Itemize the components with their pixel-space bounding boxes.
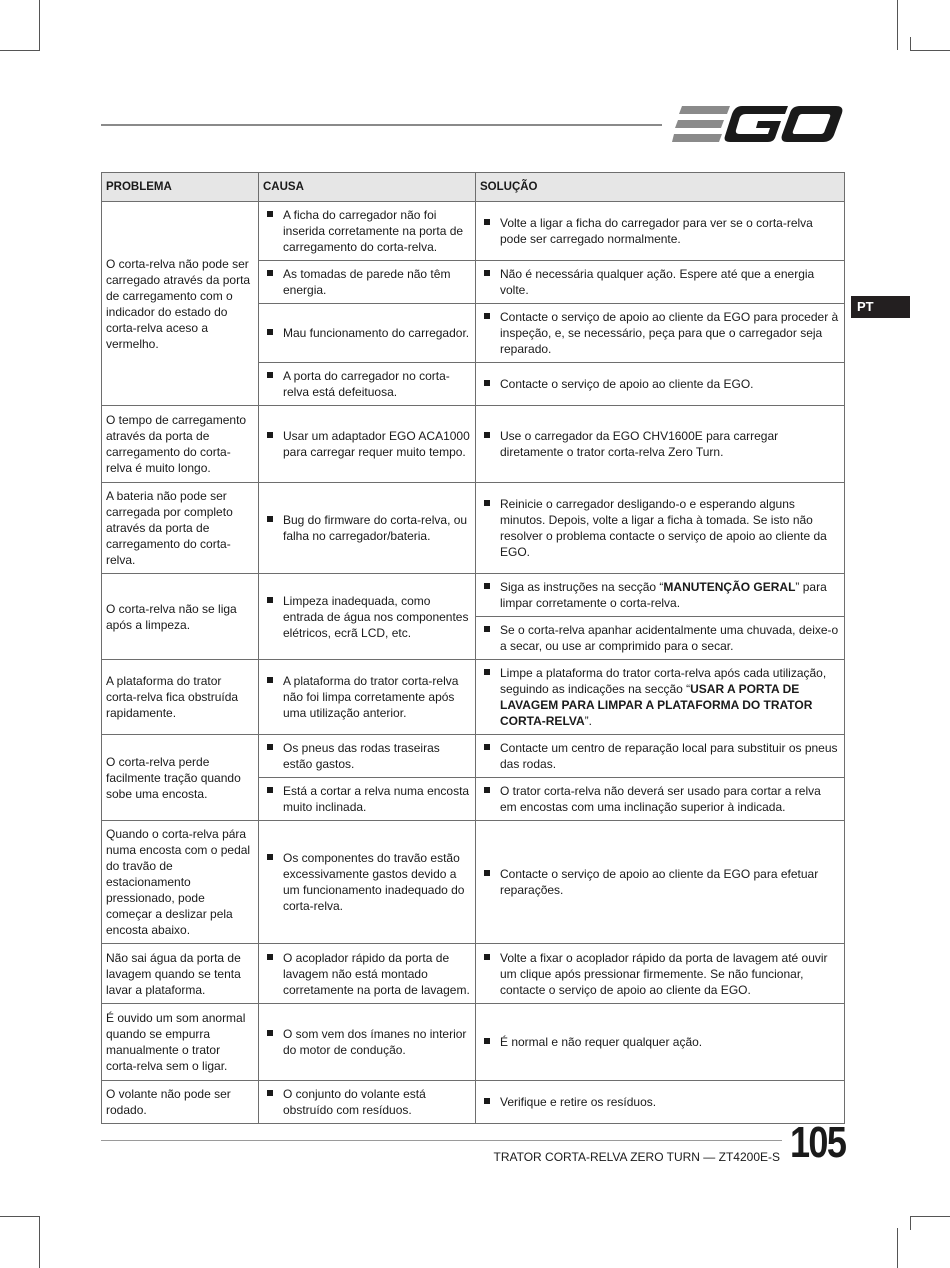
problem-cell: A bateria não pode ser carregada por completo através da porta de carregamento do corta-relva. bbox=[102, 483, 259, 574]
solution-cell: Não é necessária qualquer ação. Espere até que a energia volte. bbox=[476, 261, 845, 304]
table-row bbox=[102, 1004, 845, 1081]
language-tab: PT bbox=[851, 296, 910, 318]
solution-cell: Se o corta-relva apanhar acidentalmente uma chuvada, deixe-o a secar, ou use ar comprimido para o secar. bbox=[476, 617, 845, 660]
bullet-square-icon bbox=[484, 500, 490, 506]
table-row bbox=[102, 821, 845, 944]
bullet-square-icon bbox=[484, 954, 490, 960]
cause-cell: A ficha do carregador não foi inserida corretamente na porta de carregamento do corta-relva. bbox=[259, 202, 476, 261]
crop-mark bbox=[0, 50, 40, 51]
cause-cell: Limpeza inadequada, como entrada de água nos componentes elétricos, ecrã LCD, etc. bbox=[259, 574, 476, 660]
problem-cell: O corta-relva não pode ser carregado através da porta de carregamento com o indicador do estado do corta-relva aceso a vermelho. bbox=[102, 202, 259, 406]
column-header-cause: CAUSA bbox=[259, 173, 476, 202]
bullet-square-icon bbox=[484, 219, 490, 225]
header-rule bbox=[101, 124, 662, 126]
table-row bbox=[102, 406, 845, 483]
table-header-row bbox=[102, 173, 845, 202]
problem-cell: O volante não pode ser rodado. bbox=[102, 1081, 259, 1124]
crop-mark bbox=[897, 0, 898, 50]
cause-cell: O som vem dos ímanes no interior do motor de condução. bbox=[259, 1004, 476, 1081]
table-row bbox=[102, 1081, 845, 1124]
bullet-square-icon bbox=[267, 744, 273, 750]
solution-cell: Volte a ligar a ficha do carregador para ver se o corta-relva pode ser carregado normalmente. bbox=[476, 202, 845, 261]
bullet-square-icon bbox=[267, 211, 273, 217]
bullet-square-icon bbox=[484, 870, 490, 876]
crop-mark bbox=[39, 0, 40, 50]
crop-mark bbox=[910, 50, 950, 51]
solution-cell: Volte a fixar o acoplador rápido da porta de lavagem até ouvir um clique após pressionar firmemente. Se não funcionar, contacte o serviço de apoio ao cliente da EGO. bbox=[476, 944, 845, 1004]
bullet-square-icon bbox=[484, 1098, 490, 1104]
solution-cell: É normal e não requer qualquer ação. bbox=[476, 1004, 845, 1081]
cause-cell: Está a cortar a relva numa encosta muito inclinada. bbox=[259, 778, 476, 821]
bullet-square-icon bbox=[484, 626, 490, 632]
bullet-square-icon bbox=[267, 432, 273, 438]
solution-cell: O trator corta-relva não deverá ser usado para cortar a relva em encostas com uma inclinação superior à indicada. bbox=[476, 778, 845, 821]
table-row bbox=[102, 735, 845, 778]
crop-mark bbox=[910, 37, 911, 51]
problem-cell: Quando o corta-relva pára numa encosta com o pedal do travão de estacionamento pressionado, pode começar a deslizar pela encosta abaixo. bbox=[102, 821, 259, 944]
table-row bbox=[102, 660, 845, 735]
problem-cell: Não sai água da porta de lavagem quando se tenta lavar a plataforma. bbox=[102, 944, 259, 1004]
cause-cell: Os componentes do travão estão excessivamente gastos devido a um funcionamento inadequado do corta-relva. bbox=[259, 821, 476, 944]
crop-mark bbox=[910, 1216, 911, 1230]
cause-cell: A porta do carregador no corta-relva está defeituosa. bbox=[259, 363, 476, 406]
bullet-square-icon bbox=[484, 744, 490, 750]
solution-cell: Reinicie o carregador desligando-o e esperando alguns minutos. Depois, volte a ligar a ficha à tomada. Se isto não resolver o problema contacte o serviço de apoio ao cliente da EGO. bbox=[476, 483, 845, 574]
solution-cell: Contacte o serviço de apoio ao cliente da EGO. bbox=[476, 363, 845, 406]
section-reference: USAR A PORTA DE LAVAGEM PARA LIMPAR A PLATAFORMA DO TRATOR CORTA-RELVA bbox=[500, 682, 813, 728]
problem-cell: O corta-relva perde facilmente tração quando sobe uma encosta. bbox=[102, 735, 259, 821]
solution-cell: Use o carregador da EGO CHV1600E para carregar diretamente o trator corta-relva Zero Turn. bbox=[476, 406, 845, 483]
bullet-square-icon bbox=[267, 1090, 273, 1096]
bullet-square-icon bbox=[267, 516, 273, 522]
solution-cell: Verifique e retire os resíduos. bbox=[476, 1081, 845, 1124]
bullet-square-icon bbox=[267, 597, 273, 603]
bullet-square-icon bbox=[267, 677, 273, 683]
troubleshooting-table bbox=[101, 172, 845, 1124]
bullet-square-icon bbox=[267, 954, 273, 960]
column-header-problem: PROBLEMA bbox=[102, 173, 259, 202]
bullet-square-icon bbox=[484, 669, 490, 675]
solution-cell: Contacte o serviço de apoio ao cliente da EGO para proceder à inspeção, e, se necessário, peça para que o carregador seja reparado. bbox=[476, 304, 845, 363]
bullet-square-icon bbox=[267, 1030, 273, 1036]
problem-cell: O corta-relva não se liga após a limpeza. bbox=[102, 574, 259, 660]
bullet-square-icon bbox=[484, 313, 490, 319]
cause-cell: O acoplador rápido da porta de lavagem não está montado corretamente na porta de lavagem. bbox=[259, 944, 476, 1004]
ego-logo bbox=[672, 104, 844, 144]
solution-cell: Siga as instruções na secção “MANUTENÇÃO GERAL” para limpar corretamente o corta-relva. bbox=[476, 574, 845, 617]
solution-cell: Contacte o serviço de apoio ao cliente da EGO para efetuar reparações. bbox=[476, 821, 845, 944]
problem-cell: É ouvido um som anormal quando se empurra manualmente o trator corta-relva sem o ligar. bbox=[102, 1004, 259, 1081]
footer-model-text: TRATOR CORTA-RELVA ZERO TURN — ZT4200E-S bbox=[493, 1150, 780, 1164]
bullet-square-icon bbox=[484, 270, 490, 276]
column-header-solution: SOLUÇÃO bbox=[476, 173, 845, 202]
bullet-square-icon bbox=[267, 329, 273, 335]
cause-cell: Os pneus das rodas traseiras estão gastos. bbox=[259, 735, 476, 778]
cause-cell: A plataforma do trator corta-relva não foi limpa corretamente após uma utilização anterior. bbox=[259, 660, 476, 735]
cause-cell: As tomadas de parede não têm energia. bbox=[259, 261, 476, 304]
cause-cell: Mau funcionamento do carregador. bbox=[259, 304, 476, 363]
bullet-square-icon bbox=[484, 583, 490, 589]
bullet-square-icon bbox=[267, 854, 273, 860]
bullet-square-icon bbox=[267, 787, 273, 793]
bullet-square-icon bbox=[484, 787, 490, 793]
table-row bbox=[102, 944, 845, 1004]
bullet-square-icon bbox=[484, 432, 490, 438]
table-row bbox=[102, 483, 845, 574]
crop-mark bbox=[0, 1216, 40, 1217]
bullet-square-icon bbox=[484, 380, 490, 386]
crop-mark bbox=[910, 1216, 950, 1217]
page-number: 105 bbox=[790, 1118, 846, 1167]
table-row bbox=[102, 202, 845, 261]
section-reference: MANUTENÇÃO GERAL bbox=[663, 580, 796, 594]
problem-cell: A plataforma do trator corta-relva fica obstruída rapidamente. bbox=[102, 660, 259, 735]
cause-cell: Bug do firmware do corta-relva, ou falha no carregador/bateria. bbox=[259, 483, 476, 574]
solution-cell: Contacte um centro de reparação local para substituir os pneus das rodas. bbox=[476, 735, 845, 778]
cause-cell: Usar um adaptador EGO ACA1000 para carregar requer muito tempo. bbox=[259, 406, 476, 483]
solution-cell: Limpe a plataforma do trator corta-relva após cada utilização, seguindo as indicações na secção “USAR A PORTA DE LAVAGEM PARA LIMPAR A PLATAFORMA DO TRATOR CORTA-RELVA”. bbox=[476, 660, 845, 735]
bullet-square-icon bbox=[267, 372, 273, 378]
problem-cell: O tempo de carregamento através da porta de carregamento do corta-relva é muito longo. bbox=[102, 406, 259, 483]
footer-rule bbox=[101, 1140, 782, 1141]
crop-mark bbox=[897, 1228, 898, 1268]
bullet-square-icon bbox=[484, 1038, 490, 1044]
crop-mark bbox=[39, 1216, 40, 1268]
bullet-square-icon bbox=[267, 270, 273, 276]
table-row bbox=[102, 574, 845, 617]
cause-cell: O conjunto do volante está obstruído com resíduos. bbox=[259, 1081, 476, 1124]
